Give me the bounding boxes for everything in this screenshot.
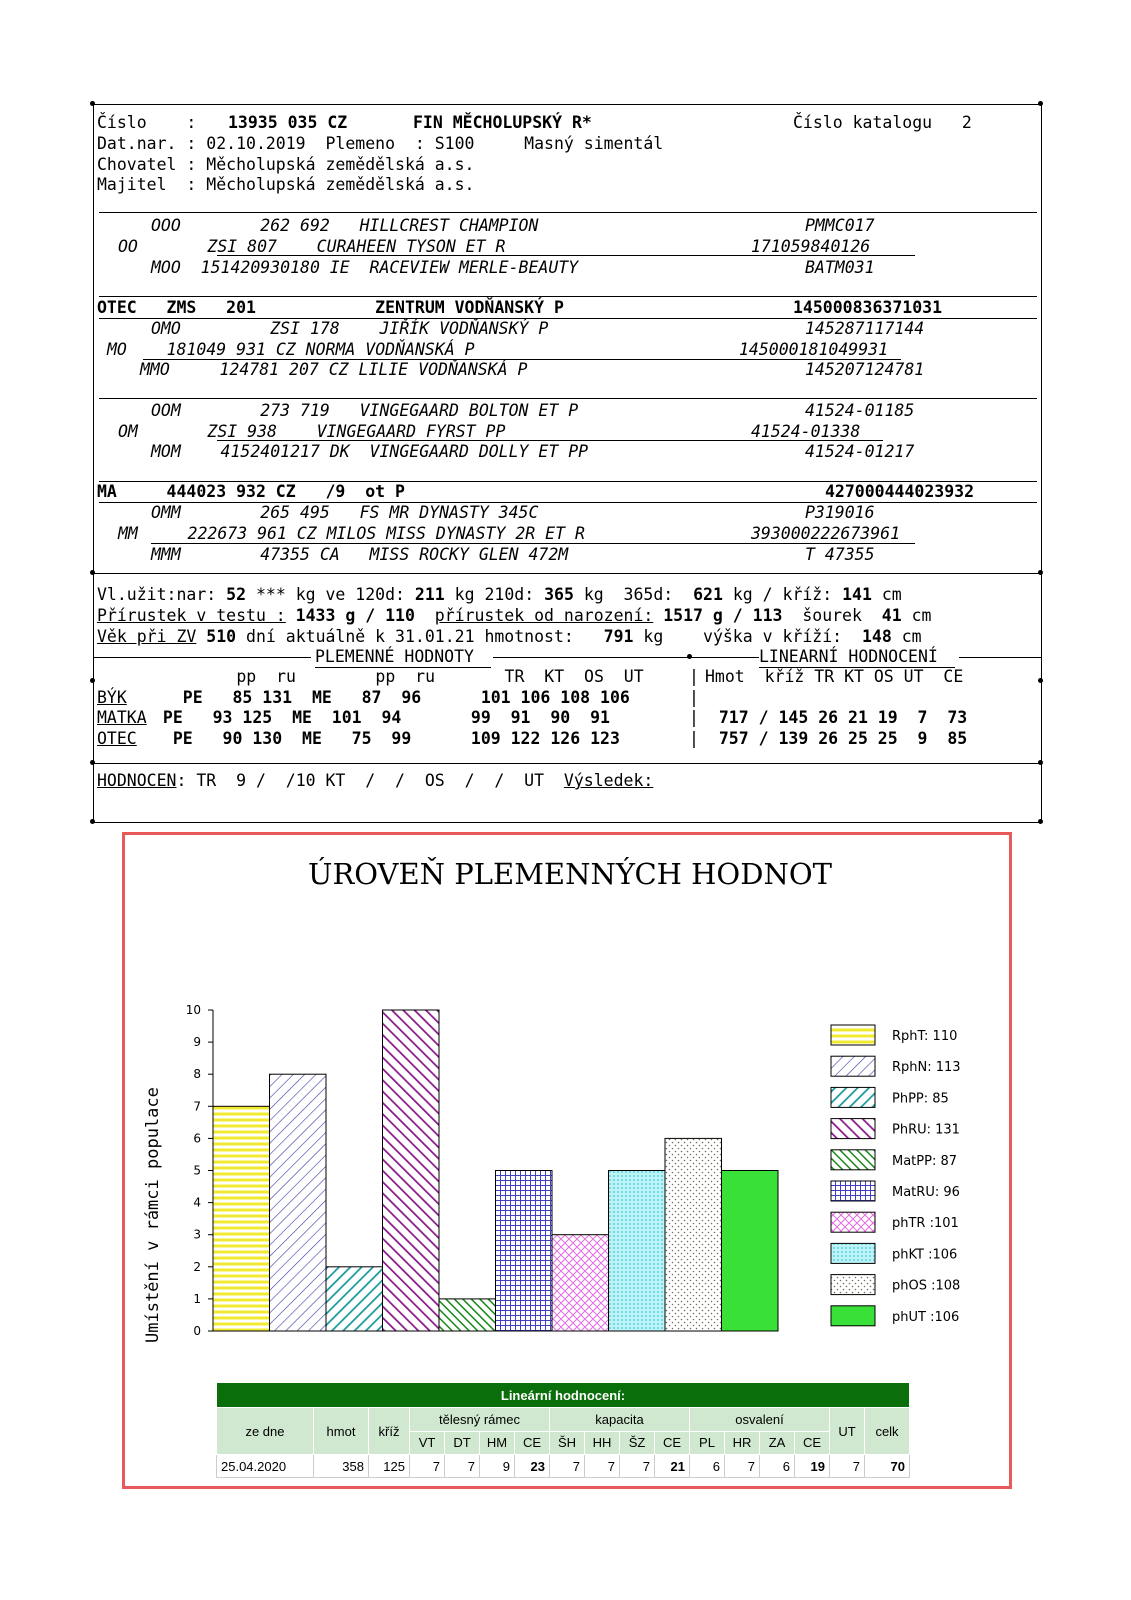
row-za: 6	[760, 1455, 795, 1478]
ped-omo: OMO ZSI 178 JIŘÍK VODŇANSKÝ P	[151, 319, 549, 338]
sub-dt: DT	[445, 1431, 480, 1455]
corner-dot	[1038, 678, 1043, 683]
col-ut: UT	[830, 1408, 865, 1455]
row-label-matka: MATKA	[97, 708, 147, 727]
sub-za: ZA	[760, 1431, 795, 1455]
row-ce-3: 19	[795, 1455, 830, 1478]
label-cislo: Číslo :	[97, 113, 197, 132]
ped-oom-id: 41524-01185	[805, 401, 915, 420]
separator-dot	[687, 654, 692, 659]
y-tick-label: 8	[193, 1067, 201, 1082]
group-telesny-ramec: tělesný rámec	[410, 1408, 550, 1432]
divider	[693, 657, 759, 658]
y-tick-label: 10	[185, 1003, 201, 1017]
ped-otec-id: 145000836371031	[793, 298, 943, 317]
ped-mo-id: 145000181049931	[739, 340, 889, 359]
linear-col-headers: Hmot kříž TR KT OS UT CE	[705, 667, 964, 686]
underline	[217, 440, 883, 441]
divider	[93, 573, 1041, 574]
row-sh: 7	[550, 1455, 585, 1478]
row-sz: 7	[620, 1455, 655, 1478]
legend-swatch-rpht	[831, 1025, 875, 1045]
sub-vt: VT	[410, 1431, 445, 1455]
legend-swatch-matpp	[831, 1150, 875, 1170]
chart-title: ÚROVEŇ PLEMENNÝCH HODNOT	[308, 857, 832, 891]
legend-swatch-matru	[831, 1181, 875, 1201]
frame-left	[93, 104, 94, 822]
values-sep: |	[689, 667, 699, 686]
ped-omm: OMM 265 495 FS MR DYNASTY 345C	[151, 503, 539, 522]
y-tick-label: 0	[193, 1324, 201, 1338]
bar-matru	[496, 1171, 553, 1332]
sub-sz: ŠZ	[620, 1431, 655, 1455]
sub-ce-2: CE	[655, 1431, 690, 1455]
sub-ce-3: CE	[795, 1431, 830, 1455]
corner-dot	[90, 101, 95, 106]
sub-hr: HR	[725, 1431, 760, 1455]
legend-label-phos: phOS :108	[892, 1278, 961, 1294]
y-tick-label: 9	[193, 1035, 201, 1050]
ped-mmo-id: 145207124781	[805, 360, 925, 379]
linear-title: LINEARNÍ HODNOCENÍ	[759, 647, 938, 666]
legend-label-phkt: phKT :106	[892, 1247, 958, 1263]
ped-moo: MOO 151420930180 IE RACEVIEW MERLE-BEAUTY	[151, 258, 579, 277]
legend-label-rphn: RphN: 113	[892, 1060, 961, 1076]
chart-panel	[122, 832, 1012, 1489]
ped-mmm-id: T 47355	[805, 545, 875, 564]
corner-dot	[1038, 101, 1043, 106]
corner-dot	[90, 678, 95, 683]
ped-omm-id: P319016	[805, 503, 875, 522]
divider	[99, 398, 1037, 399]
row-lin-otec: 757 / 139 26 25 25 9 85	[699, 729, 968, 748]
legend-label-phpp: PhPP: 85	[892, 1091, 949, 1107]
row-lin-matka: 717 / 145 26 21 19 7 73	[699, 708, 968, 727]
ped-om: OM ZSI 938 VINGEGAARD FYRST PP	[118, 422, 506, 441]
row-hr: 7	[725, 1455, 760, 1478]
ped-om-id: 41524-01338	[751, 422, 861, 441]
values-sep: |	[689, 688, 699, 707]
ped-mmm: MMM 47355 CA MISS ROCKY GLEN 472M	[151, 545, 569, 564]
ped-mm-id: 393000222673961	[751, 524, 901, 543]
row-vt: 7	[410, 1455, 445, 1478]
legend-label-phut: phUT :106	[892, 1309, 960, 1325]
ped-ooo: OOO 262 692 HILLCREST CHAMPION	[151, 216, 539, 235]
animal-card	[93, 104, 1041, 822]
ped-ooo-id: PMMC017	[805, 216, 875, 235]
animal-name: FIN MĚCHOLUPSKÝ R*	[413, 113, 592, 132]
ped-ma-id: 427000444023932	[825, 482, 975, 501]
row-hh: 7	[585, 1455, 620, 1478]
frame-top	[93, 104, 1041, 105]
sub-hm: HM	[480, 1431, 515, 1455]
y-axis-label: Umístění v rámci populace	[143, 1087, 163, 1343]
ped-mo: MO 181049 931 CZ NORMA VODŇANSKÁ P	[107, 340, 475, 359]
legend-label-phru: PhRU: 131	[892, 1122, 960, 1138]
ped-omo-id: 145287117144	[805, 319, 925, 338]
performance-row-1: Vl.užit:nar: 52 *** kg ve 120d: 211 kg 210d: 365 kg 365d: 621 kg / kříž: 141 cm	[97, 585, 902, 604]
bar-chart	[125, 835, 1009, 1375]
bar-phos	[665, 1138, 722, 1331]
legend-swatch-phkt	[831, 1243, 875, 1263]
row-ce-1: 23	[515, 1455, 550, 1478]
assessment-row: HODNOCEN: TR 9 / /10 KT / / OS / / UT Výsledek:	[97, 771, 654, 790]
row-data-byk: PE 85 131 ME 87 96 101 106 108 106	[153, 688, 630, 707]
row-data-otec: PE 90 130 ME 75 99 109 122 126 123	[153, 729, 620, 748]
corner-dot	[1038, 819, 1043, 824]
corner-dot	[90, 819, 95, 824]
ped-mm: MM 222673 961 CZ MILOS MISS DYNASTY 2R ET R	[118, 524, 585, 543]
row-ut: 7	[830, 1455, 865, 1478]
sub-pl: PL	[690, 1431, 725, 1455]
y-tick-label: 1	[193, 1291, 201, 1306]
sub-sh: ŠH	[550, 1431, 585, 1455]
ped-ma: MA 444023 932 CZ /9 ot P	[97, 482, 405, 501]
underline	[217, 255, 915, 256]
bar-phkt	[609, 1171, 666, 1332]
performance-row-3: Věk při ZV 510 dní aktuálně k 31.01.21 hmotnost: 791 kg výška v kříží: 148 cm	[97, 627, 922, 646]
bar-phru	[383, 1010, 440, 1331]
y-tick-label: 6	[193, 1131, 201, 1146]
linear-table-title: Lineární hodnocení:	[217, 1383, 910, 1408]
divider	[959, 657, 1041, 658]
row-label-byk: BÝK	[97, 688, 127, 707]
divider	[99, 296, 1037, 297]
legend-label-matru: MatRU: 96	[892, 1185, 960, 1200]
performance-row-2: Přírustek v testu : 1433 g / 110 přírustek od narození: 1517 g / 113 šourek 41 cm	[97, 606, 932, 625]
divider	[99, 212, 1037, 213]
bar-rpht	[213, 1106, 270, 1331]
group-osvaleni: osvalení	[690, 1408, 830, 1432]
catalog-number: Číslo katalogu 2	[793, 113, 972, 132]
bar-matpp	[439, 1299, 496, 1331]
legend-swatch-rphn	[831, 1056, 875, 1076]
row-hm: 9	[480, 1455, 515, 1478]
legend-swatch-phtr	[831, 1212, 875, 1232]
row-celk: 70	[865, 1455, 910, 1478]
frame-bottom	[93, 822, 1041, 823]
row-data-matka: PE 93 125 ME 101 94 99 91 90 91	[153, 708, 610, 727]
legend-swatch-phos	[831, 1275, 875, 1295]
divider	[93, 763, 1041, 764]
frame-right	[1041, 104, 1042, 822]
ped-moo-id: BATM031	[805, 258, 875, 277]
divider	[93, 657, 311, 658]
animal-number: 13935 035 CZ	[228, 113, 348, 132]
values-sep: |	[689, 708, 699, 727]
y-tick-label: 5	[193, 1163, 201, 1178]
legend-swatch-phut	[831, 1306, 875, 1326]
ped-mmo: MMO 124781 207 CZ LILIE VODŇANSKÁ P	[140, 360, 528, 379]
col-kriz: kříž	[369, 1408, 410, 1455]
ped-mom: MOM 4152401217 DK VINGEGAARD DOLLY ET PP	[151, 442, 589, 461]
sub-ce-1: CE	[515, 1431, 550, 1455]
row-label-otec: OTEC	[97, 729, 137, 748]
row-pl: 6	[690, 1455, 725, 1478]
ped-oo: OO ZSI 807 CURAHEEN TYSON ET R	[118, 237, 506, 256]
ped-mom-id: 41524-01217	[805, 442, 915, 461]
bar-rphn	[270, 1074, 327, 1331]
legend-label-matpp: MatPP: 87	[892, 1153, 958, 1169]
y-tick-label: 4	[193, 1195, 201, 1210]
col-ze-dne: ze dne	[217, 1408, 314, 1455]
breeding-values-title: PLEMENNÉ HODNOTY	[315, 647, 474, 666]
owner-line: Majitel : Měcholupská zemědělská a.s.	[97, 175, 475, 194]
underline	[151, 543, 915, 544]
y-tick-label: 2	[193, 1259, 201, 1274]
row-hmot: 358	[314, 1455, 369, 1478]
col-celk: celk	[865, 1408, 910, 1455]
ped-oo-id: 171059840126	[751, 237, 871, 256]
legend-swatch-phpp	[831, 1087, 875, 1107]
legend-label-rpht: RphT: 110	[892, 1029, 958, 1044]
legend-swatch-phru	[831, 1119, 875, 1139]
bar-phtr	[552, 1235, 609, 1331]
row-kriz: 125	[369, 1455, 410, 1478]
breeder-line: Chovatel : Měcholupská zemědělská a.s.	[97, 155, 475, 174]
col-hmot: hmot	[314, 1408, 369, 1455]
group-kapacita: kapacita	[550, 1408, 690, 1432]
legend-label-phtr: phTR :101	[892, 1216, 959, 1232]
values-col-headers: pp ru pp ru TR KT OS UT	[137, 667, 644, 686]
values-sep: |	[689, 729, 699, 748]
linear-assessment-table	[216, 1382, 910, 1478]
row-dt: 7	[445, 1455, 480, 1478]
ped-otec: OTEC ZMS 201 ZENTRUM VODŇANSKÝ P	[97, 298, 564, 317]
y-tick-label: 3	[193, 1227, 201, 1242]
birth-breed-line: Dat.nar. : 02.10.2019 Plemeno : S100 Masný simentál	[97, 134, 664, 153]
sub-hh: HH	[585, 1431, 620, 1455]
row-ce-2: 21	[655, 1455, 690, 1478]
bar-phpp	[326, 1267, 383, 1331]
ped-oom: OOM 273 719 VINGEGAARD BOLTON ET P	[151, 401, 579, 420]
y-tick-label: 7	[193, 1099, 201, 1114]
bar-phut	[722, 1171, 779, 1332]
row-date: 25.04.2020	[217, 1455, 314, 1478]
